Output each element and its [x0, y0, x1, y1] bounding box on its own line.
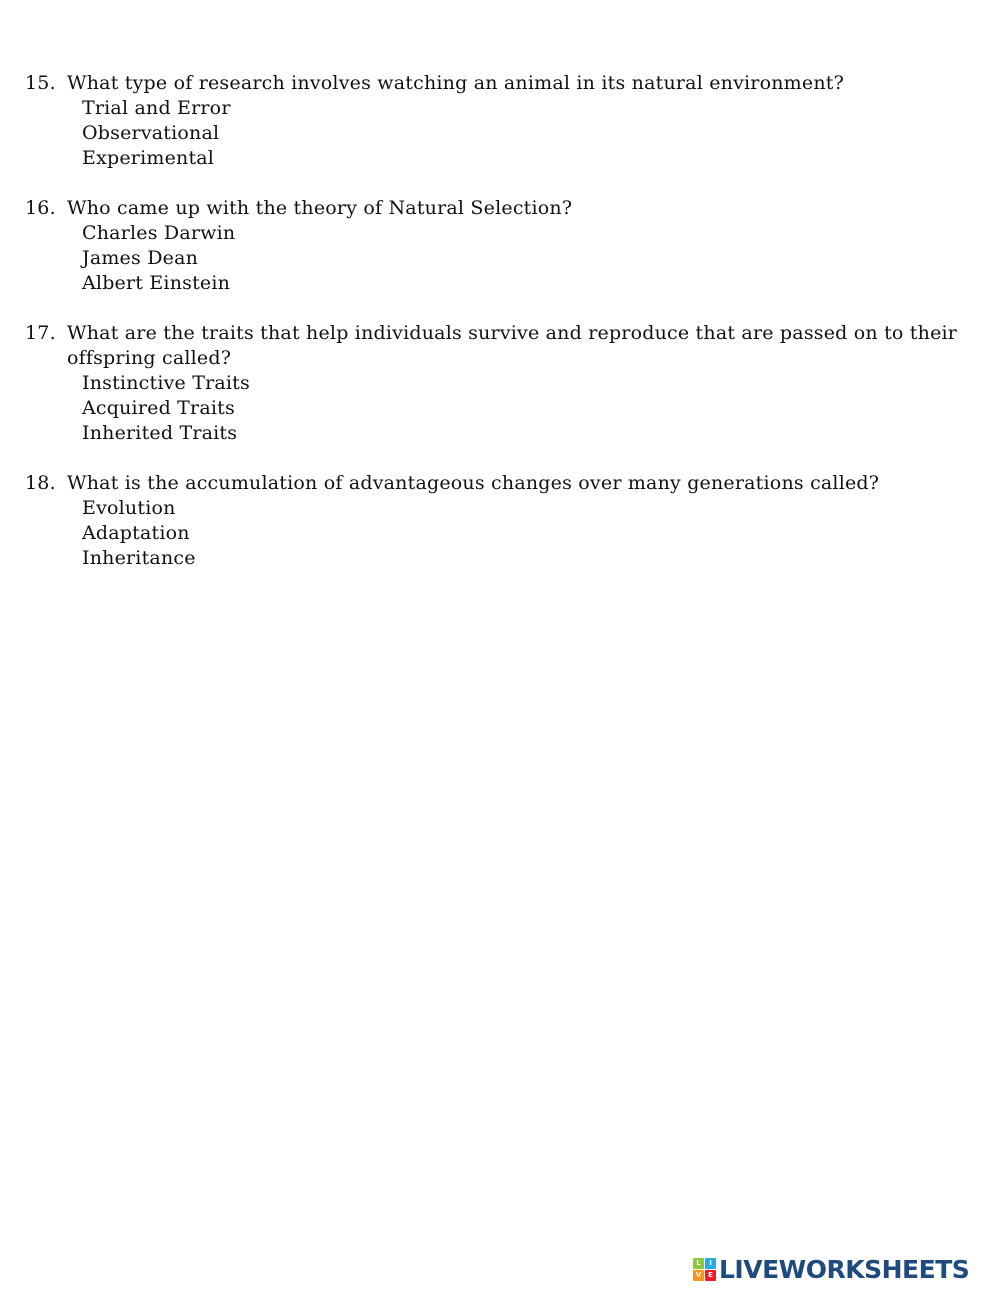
question-16 — [25, 196, 975, 296]
answer-option[interactable]: James Dean — [82, 247, 199, 269]
question-line — [25, 71, 975, 96]
answer-option[interactable]: Inheritance — [82, 547, 196, 569]
answer-options — [82, 96, 975, 171]
answer-option[interactable]: Evolution — [82, 497, 176, 519]
question-15 — [25, 71, 975, 171]
question-line — [25, 321, 975, 371]
question-number: 16. — [25, 197, 56, 219]
question-line — [25, 471, 975, 496]
logo-tile-i: I — [705, 1258, 716, 1269]
question-text: Who came up with the theory of Natural Selection? — [67, 197, 573, 219]
logo-tile-v: V — [693, 1270, 704, 1281]
answer-option[interactable]: Acquired Traits — [82, 397, 235, 419]
answer-options — [82, 371, 975, 446]
question-number: 18. — [25, 472, 56, 494]
answer-option[interactable]: Adaptation — [82, 522, 190, 544]
question-number: 17. — [25, 322, 56, 344]
answer-option[interactable]: Instinctive Traits — [82, 372, 250, 394]
answer-options — [82, 496, 975, 571]
worksheet — [25, 71, 975, 596]
answer-option[interactable]: Charles Darwin — [82, 222, 236, 244]
answer-option[interactable]: Inherited Traits — [82, 422, 238, 444]
logo-tile-l: L — [693, 1258, 704, 1269]
logo-text: LIVEWORKSHEETS — [719, 1254, 970, 1284]
liveworksheets-icon — [693, 1258, 716, 1281]
question-17 — [25, 321, 975, 446]
question-line — [25, 196, 975, 221]
question-number: 15. — [25, 72, 56, 94]
question-text: What is the accumulation of advantageous changes over many generations called? — [67, 472, 880, 494]
question-text: What type of research involves watching an animal in its natural environment? — [67, 72, 844, 94]
answer-options — [82, 221, 975, 296]
answer-option[interactable]: Albert Einstein — [82, 272, 231, 294]
question-text: What are the traits that help individuals survive and reproduce that are passed on to their offspring called? — [67, 322, 958, 369]
logo-tile-e: E — [705, 1270, 716, 1281]
answer-option[interactable]: Trial and Error — [82, 97, 231, 119]
answer-option[interactable]: Experimental — [82, 147, 215, 169]
liveworksheets-logo — [693, 1255, 969, 1283]
question-18 — [25, 471, 975, 571]
answer-option[interactable]: Observational — [82, 122, 220, 144]
